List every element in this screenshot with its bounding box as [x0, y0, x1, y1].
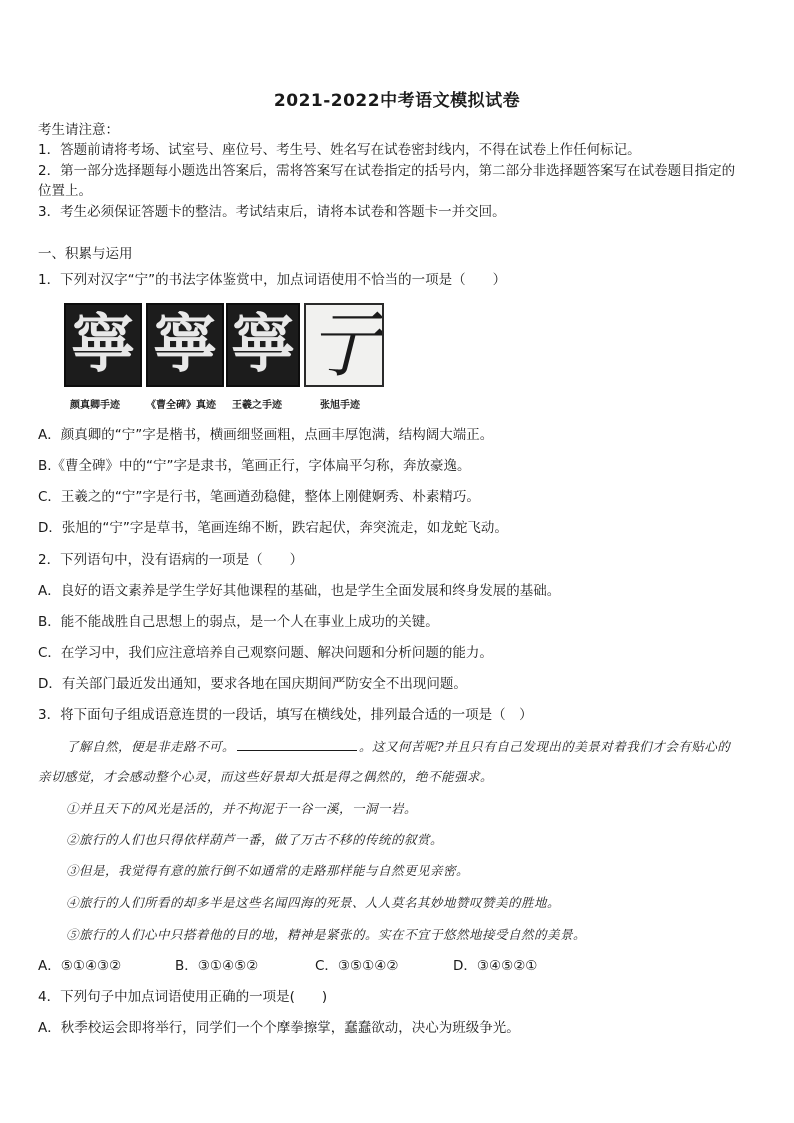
image-caption: 《曹全碑》真迹: [146, 400, 216, 411]
image-caption: 王羲之手迹: [232, 400, 282, 411]
calligraphy-char: 寧: [231, 307, 295, 382]
calligraphy-char: 寧: [71, 307, 135, 382]
answer-option: B．③①④⑤②: [175, 958, 259, 974]
calligraphy-char: 寧: [153, 307, 217, 382]
notice-heading: 考生请注意：: [38, 122, 119, 138]
answer-option: C．王羲之的“宁”字是行书，笔画遒劲稳健，整体上刚健婀秀、朴素精巧。: [38, 489, 480, 505]
answer-option: D．③④⑤②①: [453, 958, 538, 974]
sentence-item: ②旅行的人们也只得依样葫芦一番，做了万古不移的传统的叙赏。: [66, 832, 444, 847]
image-caption: 张旭手迹: [320, 400, 360, 411]
sentence-item: ③但是，我觉得有意的旅行倒不如通常的走路那样能与自然更见亲密。: [66, 863, 470, 878]
fill-blank[interactable]: [237, 738, 357, 751]
sentence-item: ①并且天下的风光是活的，并不拘泥于一谷一溪，一洞一岩。: [66, 801, 418, 816]
question-stem: 1．下列对汉字“宁”的书法字体鉴赏中，加点词语使用不恰当的一项是（ ）: [38, 272, 507, 288]
notice-item: 1．答题前请将考场、试室号、座位号、考生号、姓名写在试卷密封线内，不得在试卷上作任何标记。: [38, 142, 641, 158]
sentence-item: ⑤旅行的人们心中只搭着他的目的地，精神是紧张的。实在不宜于悠然地接受自然的美景。: [66, 927, 587, 942]
notice-item: 3．考生必须保证答题卡的整洁。考试结束后，请将本试卷和答题卡一并交回。: [38, 204, 506, 220]
passage-text: 。这又何苦呢?并且只有自己发现出的美景对着我们才会有贴心的: [359, 739, 731, 754]
answer-option: C．在学习中，我们应注意培养自己观察问题、解决问题和分析问题的能力。: [38, 645, 493, 661]
calligraphy-image: [304, 303, 384, 387]
answer-option: A．颜真卿的“宁”字是楷书，横画细竖画粗，点画丰厚饱满，结构阔大端正。: [38, 427, 494, 443]
answer-option: A．⑤①④③②: [38, 958, 122, 974]
calligraphy-images: [64, 303, 384, 389]
answer-option: D．有关部门最近发出通知，要求各地在国庆期间严防安全不出现问题。: [38, 676, 467, 692]
passage-line: 亲切感觉，才会感动整个心灵，而这些好景却大抵是得之偶然的，绝不能强求。: [38, 769, 494, 784]
calligraphy-image: [226, 303, 300, 387]
calligraphy-char: 亍: [307, 303, 380, 387]
question-stem: 2．下列语句中，没有语病的一项是（ ）: [38, 552, 304, 568]
page-title: 2021-2022中考语文模拟试卷: [273, 91, 521, 111]
answer-option: A．良好的语文素养是学生学好其他课程的基础，也是学生全面发展和终身发展的基础。: [38, 583, 561, 599]
notice-item: 位置上。: [38, 183, 92, 199]
answer-option: A．秋季校运会即将举行，同学们一个个摩拳擦掌，蠢蠢欲动，决心为班级争光。: [38, 1020, 520, 1036]
question-stem: 3．将下面句子组成语意连贯的一段话，填写在横线处，排列最合适的一项是（ ）: [38, 707, 533, 723]
answer-option: C．③⑤①④②: [315, 958, 399, 974]
answer-option: B．能不能战胜自己思想上的弱点，是一个人在事业上成功的关键。: [38, 614, 439, 630]
sentence-item: ④旅行的人们所看的却多半是这些名闻四海的死景、人人莫名其妙地赞叹赞美的胜地。: [66, 895, 561, 910]
calligraphy-image: [64, 303, 142, 387]
answer-option: B.《曹全碑》中的“宁”字是隶书，笔画正行，字体扁平匀称，奔放豪逸。: [38, 458, 471, 474]
question-stem: 4．下列句子中加点词语使用正确的一项是( ): [38, 989, 328, 1005]
calligraphy-image: [146, 303, 224, 387]
passage-text: 了解自然，便是非走路不可。: [66, 739, 236, 754]
answer-option: D．张旭的“宁”字是草书，笔画连绵不断，跌宕起伏，奔突流走，如龙蛇飞动。: [38, 520, 508, 536]
image-caption: 颜真卿手迹: [70, 400, 120, 411]
section-heading: 一、积累与运用: [38, 246, 133, 262]
option-row: [38, 956, 537, 976]
passage-line: [66, 737, 730, 757]
notice-item: 2．第一部分选择题每小题选出答案后，需将答案写在试卷指定的括号内，第二部分非选择题答案写在试卷题目指定的: [38, 163, 736, 179]
